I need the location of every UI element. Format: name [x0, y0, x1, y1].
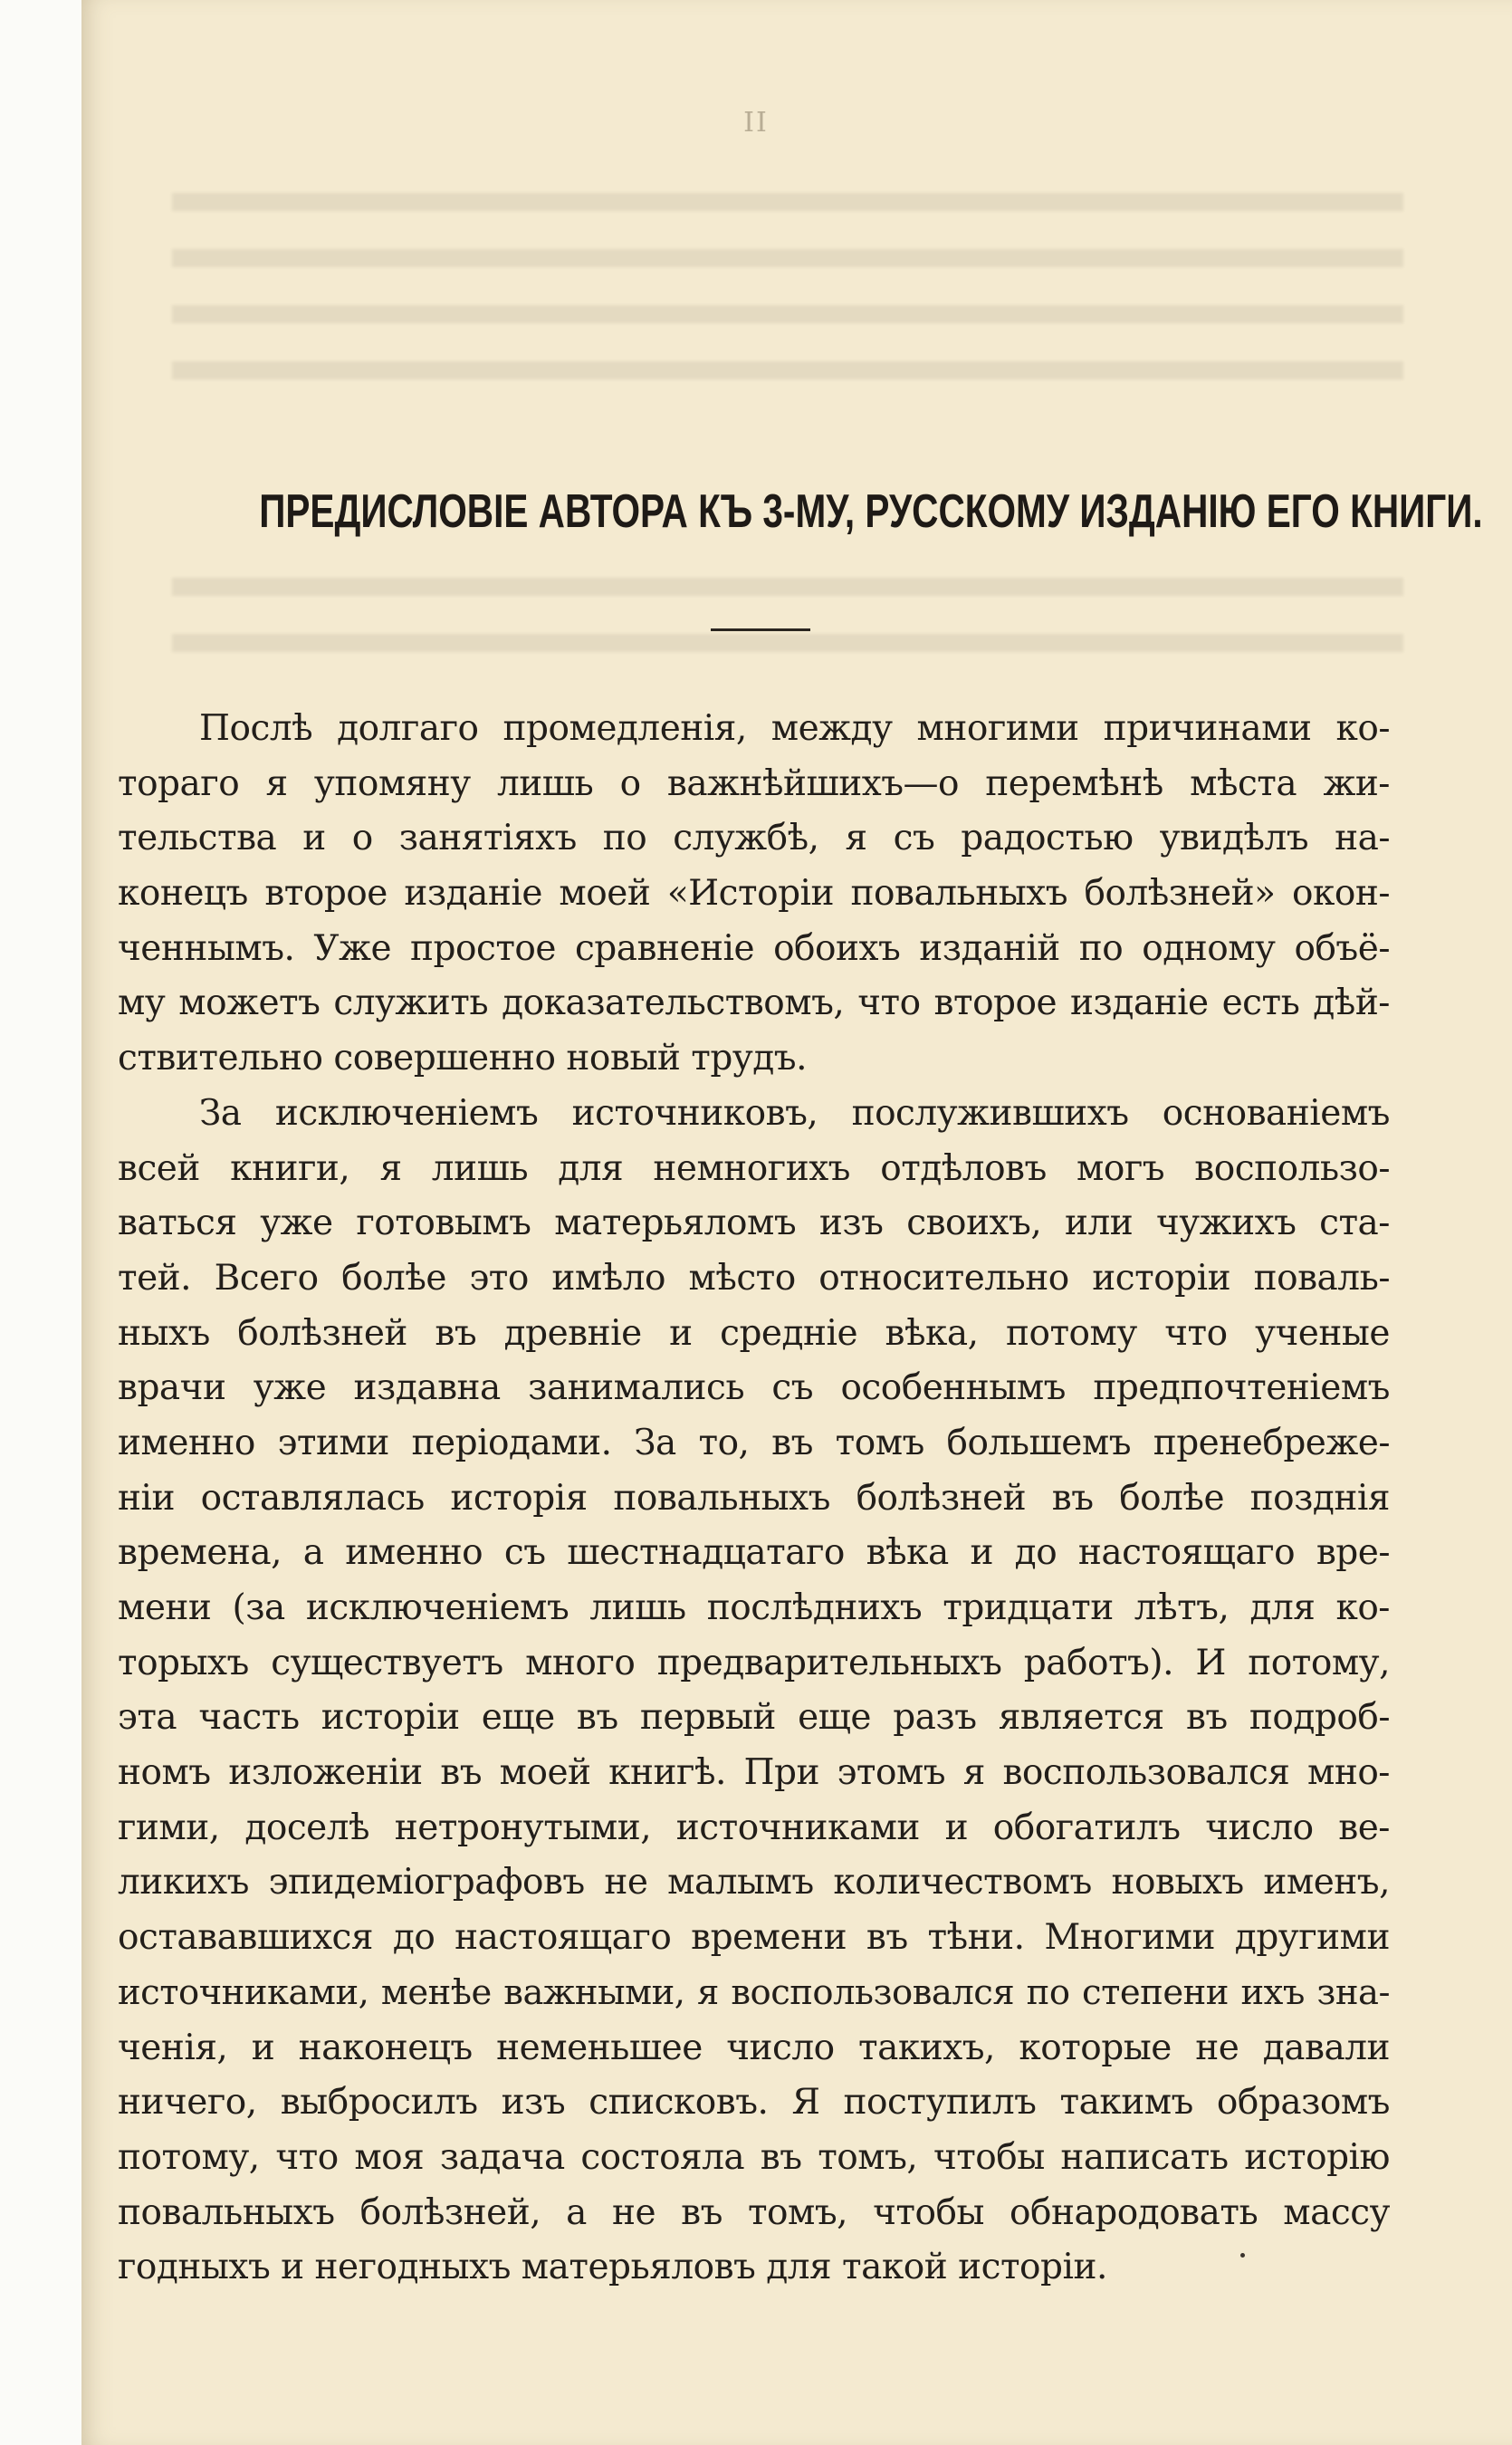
text-line: тей. Всего болѣе это имѣло мѣсто относительно исторіи поваль- [118, 1257, 1390, 1299]
paragraph-2 [118, 1087, 1390, 2296]
text-line: источниками, менѣе важными, я воспользовался по степени ихъ зна- [118, 1971, 1390, 2013]
text-line: годныхъ и негодныхъ матерьяловъ для такой исторіи. [118, 2247, 1107, 2288]
text-line: ніи оставлялась исторія повальныхъ болѣзней въ болѣе позднія [118, 1477, 1390, 1519]
show-through-text [172, 177, 1403, 403]
text-line: ничего, выбросилъ изъ списковъ. Я поступилъ такимъ образомъ [118, 2082, 1390, 2124]
text-line: му можетъ служить доказательствомъ, что второе изданіе есть дѣй- [118, 983, 1390, 1024]
text-line: тельства и о занятіяхъ по службѣ, я съ радостью увидѣлъ на- [118, 818, 1390, 859]
text-line: номъ изложеніи въ моей книгѣ. При этомъ я воспользовался мно- [118, 1752, 1390, 1794]
text-line: конецъ второе изданіе моей «Исторіи повальныхъ болѣзней» окон- [118, 873, 1390, 915]
text-line: повальныхъ болѣзней, а не въ томъ, чтобы обнародовать массу [118, 2191, 1390, 2233]
text-line: Послѣ долгаго промедленія, между многими причинами ко- [199, 708, 1390, 749]
page-number: II [743, 107, 769, 139]
text-line: ченія, и наконецъ неменьшее число такихъ, которые не давали [118, 2027, 1390, 2068]
paragraph-1 [118, 702, 1390, 1087]
text-line: гими, доселѣ нетронутыми, источниками и обогатилъ число ве- [118, 1807, 1390, 1848]
text-line: ликихъ эпидеміографовъ не малымъ количествомъ новыхъ именъ, [118, 1862, 1390, 1903]
ink-speck [1240, 2253, 1245, 2258]
text-line: времена, а именно съ шестнадцатаго вѣка и до настоящаго вре- [118, 1532, 1390, 1574]
text-line: ваться уже готовымъ матерьяломъ изъ своихъ, или чужихъ ста- [118, 1203, 1390, 1244]
page-heading: ПРЕДИСЛОВІЕ АВТОРА КЪ 3-МУ, РУССКОМУ ИЗДАНІЮ ЕГО КНИГИ. [259, 485, 1483, 538]
text-line: ствительно совершенно новый трудъ. [118, 1038, 808, 1079]
text-line: ныхъ болѣзней въ древніе и средніе вѣка, потому что ученые [118, 1312, 1390, 1354]
text-line: тораго я упомяну лишь о важнѣйшихъ—о перемѣнѣ мѣста жи- [118, 762, 1390, 804]
text-line: мени (за исключеніемъ лишь послѣднихъ тридцати лѣтъ, для ко- [118, 1587, 1390, 1628]
text-line: За исключеніемъ источниковъ, послужившихъ основаніемъ [199, 1092, 1390, 1134]
text-line: эта часть исторіи еще въ первый еще разъ является въ подроб- [118, 1697, 1390, 1739]
text-line: торыхъ существуетъ много предварительныхъ работъ). И потому, [118, 1642, 1390, 1683]
text-line: именно этими періодами. За то, въ томъ большемъ пренебреже- [118, 1422, 1390, 1463]
text-line: ченнымъ. Уже простое сравненіе обоихъ изданій по одному объё- [118, 927, 1390, 969]
text-line: врачи уже издавна занимались съ особеннымъ предпочтеніемъ [118, 1367, 1390, 1409]
show-through-text [172, 561, 1403, 670]
body-text [118, 702, 1390, 2296]
text-line: остававшихся до настоящаго времени въ тѣни. Многими другими [118, 1917, 1390, 1959]
heading-rule [711, 628, 810, 631]
text-line: потому, что моя задача состояла въ томъ, чтобы написать исторію [118, 2136, 1390, 2178]
text-line: всей книги, я лишь для немногихъ отдѣловъ могъ воспользо- [118, 1147, 1390, 1189]
